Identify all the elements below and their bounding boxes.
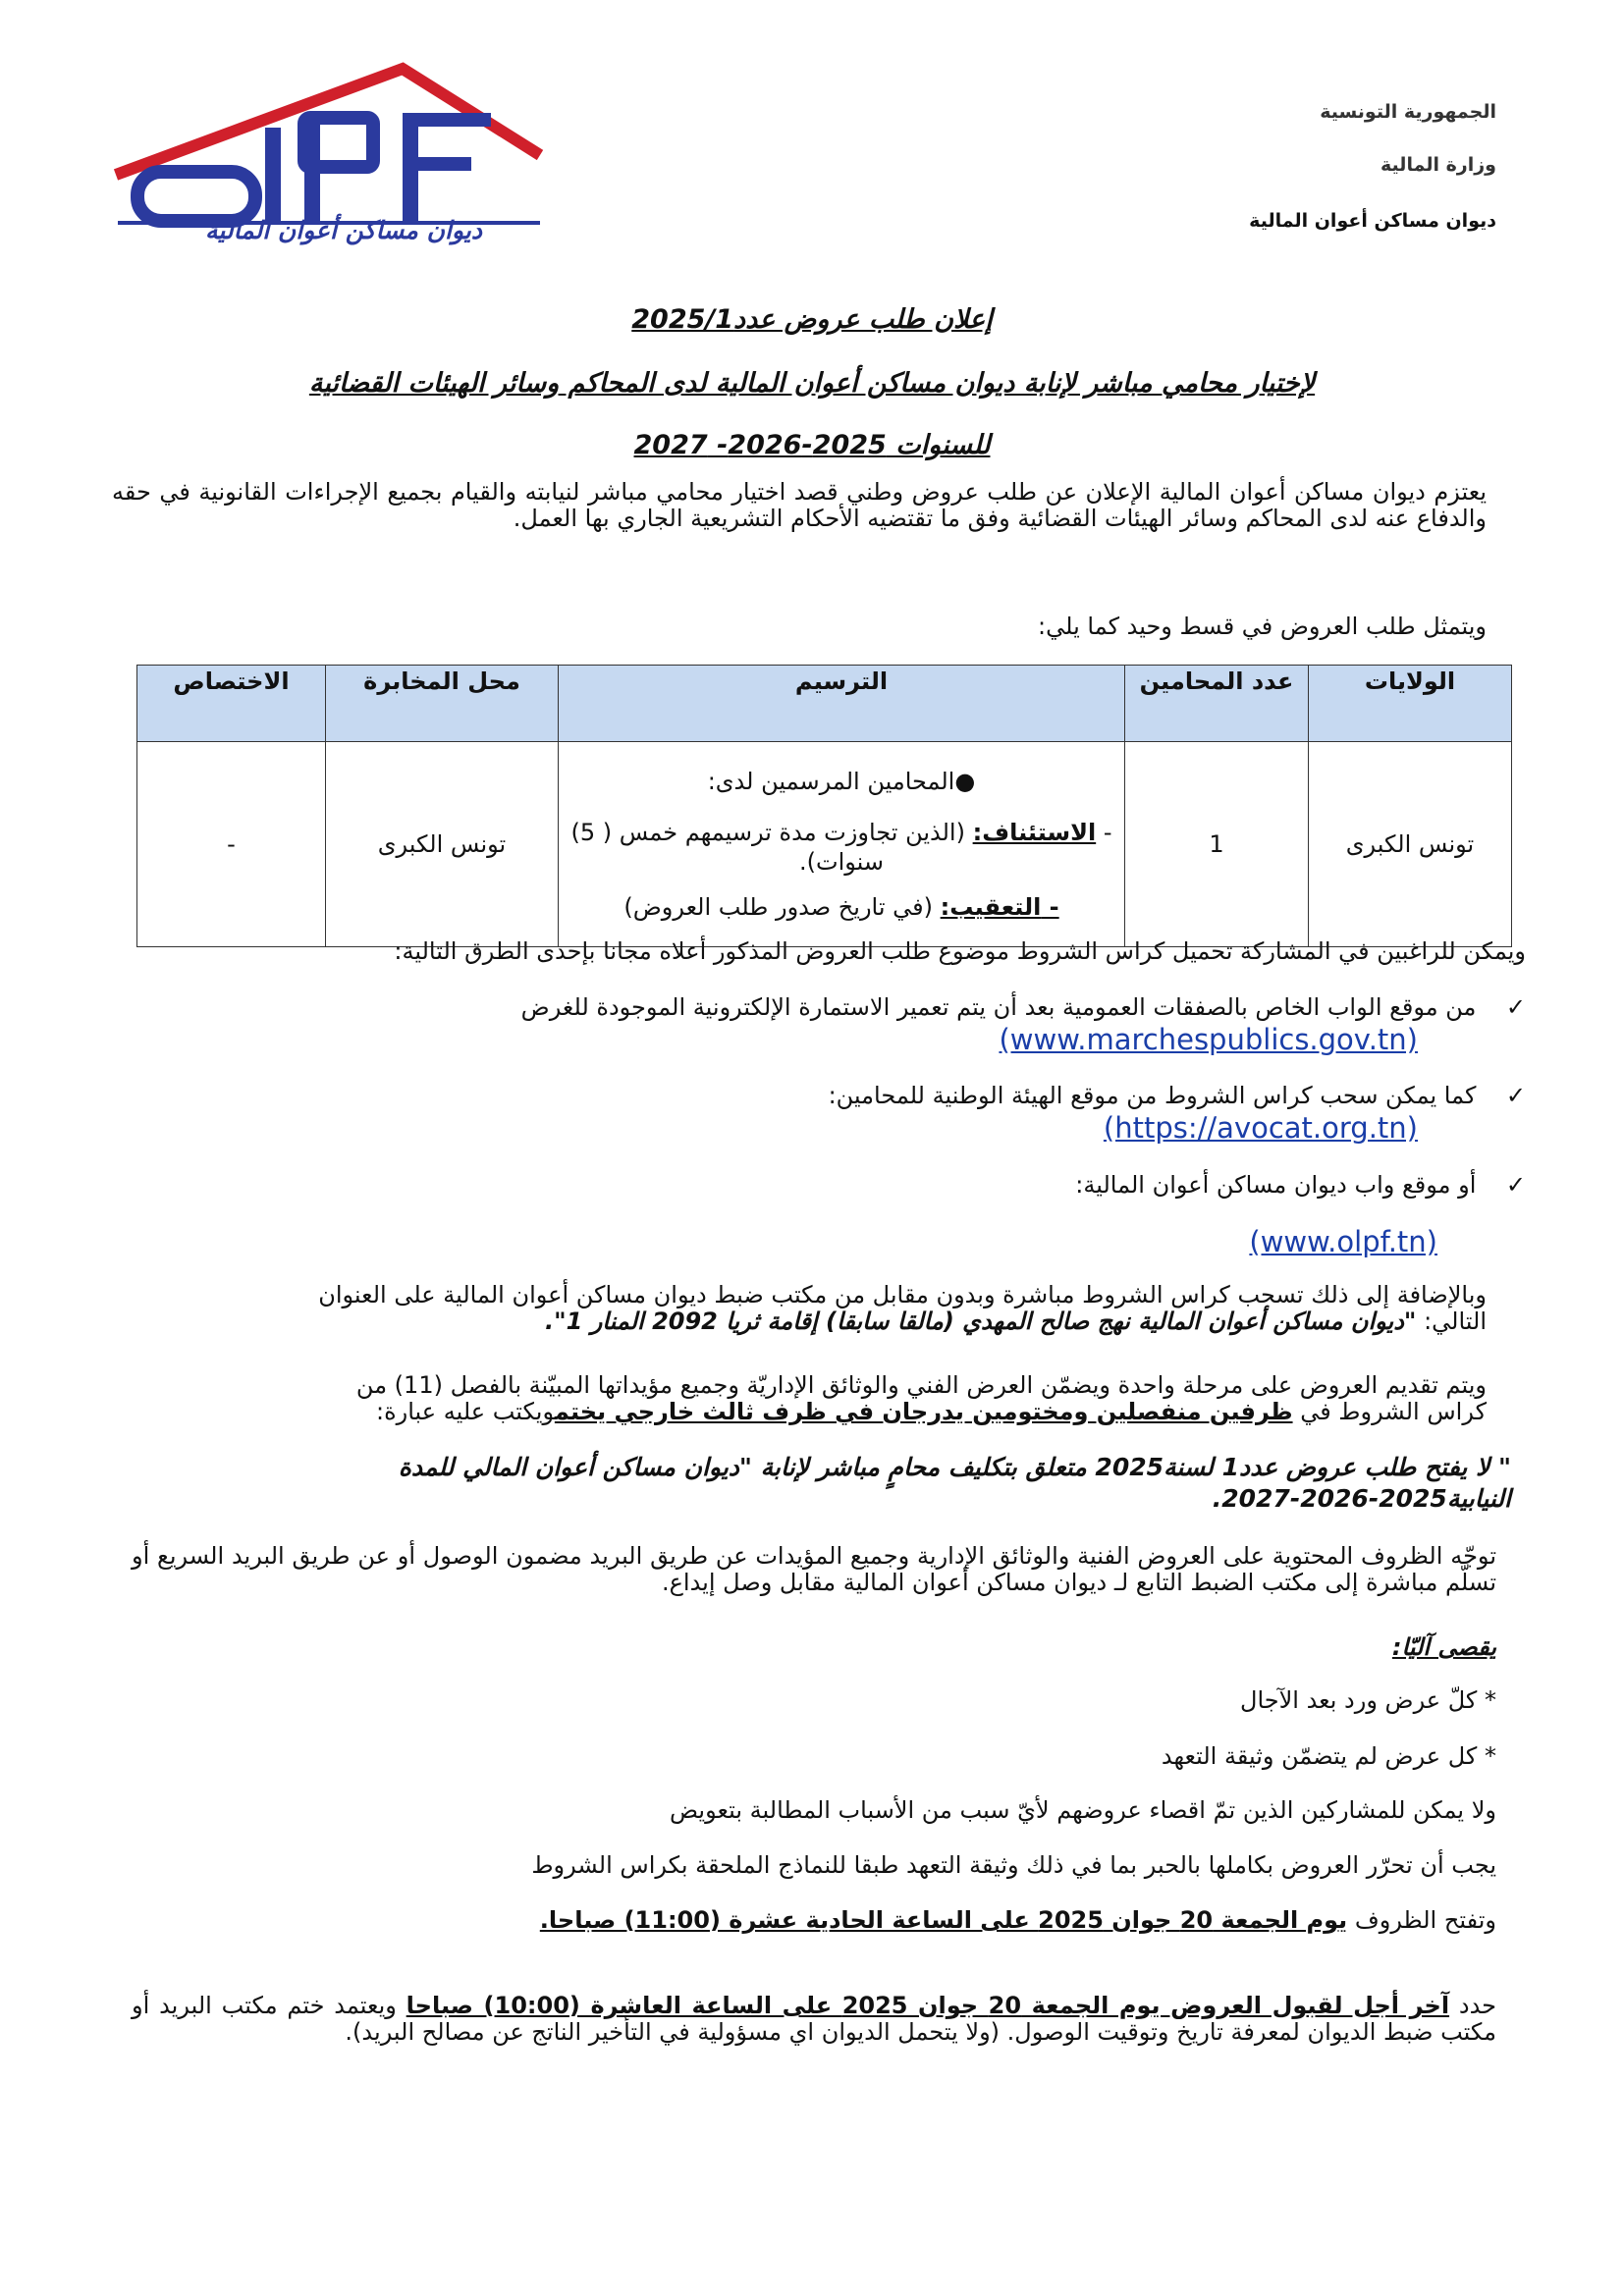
offer-table xyxy=(136,665,1512,947)
submission-text-a: كراس الشروط في xyxy=(1300,1398,1487,1425)
cassation-text: (في تاريخ صدور طلب العروض) xyxy=(623,893,934,921)
cell-wilaya: تونس الكبرى xyxy=(1309,742,1512,947)
exclusion-item-4: يجب أن تحرّر العروض بكاملها بالحبر بما في ذلك وثيقة التعهد طبقا للنماذج الملحقة بكراس الشروط xyxy=(531,1851,1496,1879)
cassation-label: التعقيب: xyxy=(940,893,1042,921)
table-row xyxy=(137,742,1512,947)
exclusion-item-2: * كل عرض لم يتضمّن وثيقة التعهد xyxy=(1161,1742,1496,1770)
download-intro: ويمكن للراغبين في المشاركة تحميل كراس الشروط موضوع طلب العروض المذكور أعلاه مجانا بإحدى الطرق التالية: xyxy=(394,937,1526,965)
notice-subtitle: لإختيار محامي مباشر لإنابة ديوان مساكن أعوان المالية لدى المحاكم وسائر الهيئات القضائية xyxy=(308,368,1316,399)
deadline-value: آخر أجل لقبول العروض يوم الجمعة 20 جوان 2025 على الساعة العاشرة (10:00) صباحا xyxy=(406,1992,1450,2019)
logo-subtitle: ديوان مساكن أعوان المالية xyxy=(205,216,482,244)
exclusion-heading: يقصى آليّا: xyxy=(1391,1633,1496,1661)
envelope-quote-1: " لا يفتح طلب عروض عدد1 لسنة2025 متعلق بتكليف محامٍ مباشر لإنابة "ديوان مساكن أعوان المالي للمدة xyxy=(398,1453,1511,1481)
exclusion-item-3: ولا يمكن للمشاركين الذين تمّ اقصاء عروضهم لأيّ سبب من الأسباب المطالبة بتعويض xyxy=(670,1796,1496,1824)
address-value: "ديوان مساكن أعوان المالية نهج صالح المهدي (مالقا سابقا) إقامة ثريا 2092 المنار 1". xyxy=(545,1308,1417,1335)
cell-correspondence: تونس الكبرى xyxy=(326,742,559,947)
table-header-row xyxy=(137,666,1512,742)
header-office: ديوان مساكن أعوان المالية xyxy=(1249,210,1496,232)
envelope-requirement: ظرفين منفصلين ومختومين يدرجان في ظرف ثالث خارجي يختم xyxy=(554,1398,1293,1425)
col-registration: الترسيم xyxy=(559,666,1125,742)
cell-specialty: - xyxy=(137,742,326,947)
cell-count: 1 xyxy=(1125,742,1309,947)
appeal-label: الاستئناف: xyxy=(972,819,1097,846)
col-specialty: الاختصاص xyxy=(137,666,326,742)
header-country: الجمهورية التونسية xyxy=(1320,101,1496,123)
opening-value: يوم الجمعة 20 جوان 2025 على الساعة الحادية عشرة (11:00) صباحا. xyxy=(539,1906,1348,1934)
check-icon: ✓ xyxy=(1505,1082,1526,1109)
download-item-3 xyxy=(1075,1171,1526,1199)
notice-years: للسنوات 2025-2026- 2027 xyxy=(633,430,991,460)
address-line-2 xyxy=(545,1308,1487,1335)
col-count: عدد المحامين xyxy=(1125,666,1309,742)
download-item-1 xyxy=(521,993,1526,1021)
header-ministry: وزارة المالية xyxy=(1380,154,1496,176)
registration-appeal: - الاستئناف: (الذين تجاوزت مدة ترسيمهم خمس ( 5) سنوات). xyxy=(570,819,1112,876)
envelope-quote-2: النيابية2025-2026-2027. xyxy=(1212,1484,1511,1513)
deadline-note: ويعتمد ختم مكتب البريد أو مكتب ضبط الديوان لمعرفة تاريخ وتوقيت الوصول. (ولا يتحمل الديوان اي مسؤولية في التأخير الناتج عن مصالح البريد). xyxy=(132,1992,1496,2046)
link-avocat[interactable]: (https://avocat.org.tn) xyxy=(1103,1111,1418,1145)
col-correspondence: محل المخابرة xyxy=(326,666,559,742)
appeal-text: (الذين تجاوزت مدة ترسيمهم خمس ( 5) سنوات). xyxy=(570,819,965,876)
logo xyxy=(108,59,550,250)
download-item-2-text: كما يمكن سحب كراس الشروط من موقع الهيئة الوطنية للمحامين: xyxy=(828,1082,1477,1109)
check-icon: ✓ xyxy=(1505,1171,1526,1199)
link-marchespublics[interactable]: (www.marchespublics.gov.tn) xyxy=(999,1023,1418,1056)
deadline-label: حدد xyxy=(1458,1992,1496,2019)
check-icon: ✓ xyxy=(1505,993,1526,1021)
registration-intro: ●المحامين المرسمين لدى: xyxy=(707,768,976,795)
col-wilaya: الولايات xyxy=(1309,666,1512,742)
exclusion-item-1: * كلّ عرض ورد بعد الآجال xyxy=(1240,1686,1496,1714)
opening-date xyxy=(540,1906,1496,1934)
link-olpf[interactable]: (www.olpf.tn) xyxy=(1249,1225,1437,1258)
download-item-2 xyxy=(829,1082,1526,1109)
delivery-paragraph: توجّه الظروف المحتوية على العروض الفنية والوثائق الإدارية وجميع المؤيدات عن طريق البريد مضمون الوصول أو عن طريق البريد السريع أو تسلّم مباشرة إلى مكتب الضبط التابع لـ ديوان مساكن أعوان المالية مقابل وصل إيداع. xyxy=(132,1542,1496,1596)
address-label: التالي: xyxy=(1424,1308,1487,1335)
download-item-1-text: من موقع الواب الخاص بالصفقات العمومية بعد أن يتم تعمير الاستمارة الإلكترونية الموجودة للغرض xyxy=(520,993,1477,1021)
opening-label: وتفتح الظروف xyxy=(1354,1906,1496,1934)
registration-cassation: - التعقيب: (في تاريخ صدور طلب العروض) xyxy=(623,893,1059,921)
submission-text-b: ويكتب عليه عبارة: xyxy=(375,1398,555,1425)
download-item-3-text: أو موقع واب ديوان مساكن أعوان المالية: xyxy=(1075,1171,1477,1199)
cell-registration xyxy=(559,742,1125,947)
intro-paragraph: يعتزم ديوان مساكن أعوان المالية الإعلان عن طلب عروض وطني قصد اختيار محامي مباشر لنيابته والقيام بجميع الإجراءات القانونية في حقه والدفاع عنه لدى المحاكم وسائر الهيئات القضائية وفق ما تقتضيه الأحكام التشريعية الجاري بها العمل. xyxy=(112,478,1487,532)
submission-line-1: ويتم تقديم العروض على مرحلة واحدة ويضمّن العرض الفني والوثائق الإداريّة وجميع مؤيداتها المبيّنة بالفصل (11) من xyxy=(355,1371,1487,1399)
deadline-paragraph xyxy=(132,1993,1496,2046)
lot-intro: ويتمثل طلب العروض في قسط وحيد كما يلي: xyxy=(1038,613,1487,640)
notice-title: إعلان طلب عروض عدد2025/1 xyxy=(631,304,993,335)
submission-line-2 xyxy=(376,1398,1487,1425)
address-line-1: وبالإضافة إلى ذلك تسحب كراس الشروط مباشرة وبدون مقابل من مكتب ضبط ديوان مساكن أعوان المالية على العنوان xyxy=(318,1281,1487,1308)
